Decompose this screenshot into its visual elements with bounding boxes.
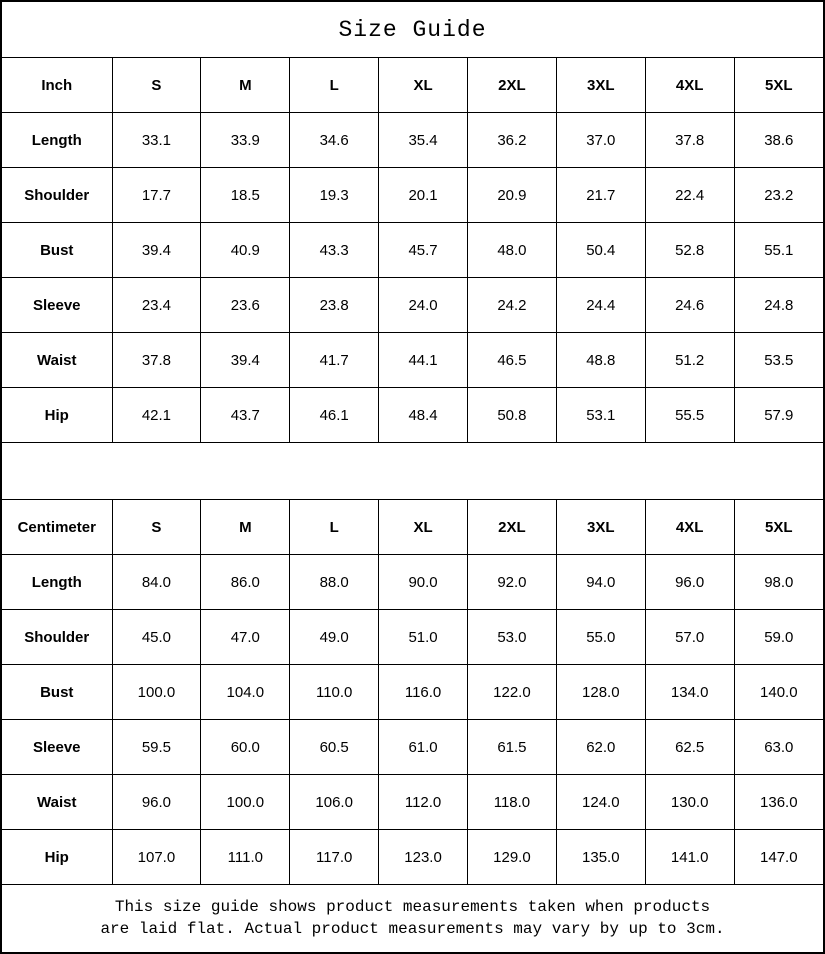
footer-note-line-1: This size guide shows product measurements taken when products bbox=[114, 897, 711, 916]
measurement-value-cell: 20.9 bbox=[468, 168, 557, 223]
footer-note bbox=[2, 884, 823, 952]
measurement-value-cell: 122.0 bbox=[468, 665, 557, 720]
measurement-value-cell: 36.2 bbox=[468, 113, 557, 168]
measurement-value-cell: 107.0 bbox=[112, 830, 201, 885]
measurement-value-cell: 112.0 bbox=[379, 775, 468, 830]
measurement-value-cell: 46.1 bbox=[290, 388, 379, 443]
size-header-cell: 4XL bbox=[645, 58, 734, 113]
measurement-value-cell: 35.4 bbox=[379, 113, 468, 168]
measurement-value-cell: 51.0 bbox=[379, 610, 468, 665]
measurement-value-cell: 53.0 bbox=[468, 610, 557, 665]
measurement-value-cell: 42.1 bbox=[112, 388, 201, 443]
size-header-cell: 3XL bbox=[556, 58, 645, 113]
measurement-value-cell: 135.0 bbox=[556, 830, 645, 885]
measurement-value-cell: 24.0 bbox=[379, 278, 468, 333]
measurement-value-cell: 62.5 bbox=[645, 720, 734, 775]
measurement-value-cell: 147.0 bbox=[734, 830, 823, 885]
measurement-value-cell: 59.0 bbox=[734, 610, 823, 665]
measurement-value-cell: 104.0 bbox=[201, 665, 290, 720]
measurement-value-cell: 128.0 bbox=[556, 665, 645, 720]
measurement-value-cell: 55.1 bbox=[734, 223, 823, 278]
measurement-value-cell: 24.4 bbox=[556, 278, 645, 333]
size-header-cell: 3XL bbox=[556, 500, 645, 555]
measurement-label-cell: Bust bbox=[2, 223, 112, 278]
measurement-value-cell: 136.0 bbox=[734, 775, 823, 830]
measurement-value-cell: 116.0 bbox=[379, 665, 468, 720]
measurement-row bbox=[2, 775, 823, 830]
measurement-value-cell: 53.5 bbox=[734, 333, 823, 388]
measurement-row bbox=[2, 830, 823, 885]
measurement-value-cell: 24.8 bbox=[734, 278, 823, 333]
measurement-value-cell: 96.0 bbox=[112, 775, 201, 830]
measurement-value-cell: 34.6 bbox=[290, 113, 379, 168]
size-header-row bbox=[2, 500, 823, 555]
measurement-value-cell: 86.0 bbox=[201, 555, 290, 610]
measurement-value-cell: 50.4 bbox=[556, 223, 645, 278]
unit-header-cell: Inch bbox=[2, 58, 112, 113]
measurement-label-cell: Hip bbox=[2, 830, 112, 885]
measurement-value-cell: 88.0 bbox=[290, 555, 379, 610]
measurement-value-cell: 38.6 bbox=[734, 113, 823, 168]
measurement-value-cell: 124.0 bbox=[556, 775, 645, 830]
measurement-value-cell: 40.9 bbox=[201, 223, 290, 278]
size-header-cell: 2XL bbox=[468, 58, 557, 113]
measurement-value-cell: 47.0 bbox=[201, 610, 290, 665]
measurement-value-cell: 62.0 bbox=[556, 720, 645, 775]
measurement-row bbox=[2, 720, 823, 775]
size-header-cell: 2XL bbox=[468, 500, 557, 555]
measurement-label-cell: Shoulder bbox=[2, 610, 112, 665]
measurement-value-cell: 84.0 bbox=[112, 555, 201, 610]
size-header-cell: M bbox=[201, 500, 290, 555]
measurement-value-cell: 100.0 bbox=[201, 775, 290, 830]
measurement-value-cell: 106.0 bbox=[290, 775, 379, 830]
measurement-value-cell: 134.0 bbox=[645, 665, 734, 720]
measurement-value-cell: 39.4 bbox=[201, 333, 290, 388]
measurement-label-cell: Length bbox=[2, 113, 112, 168]
measurement-value-cell: 118.0 bbox=[468, 775, 557, 830]
measurement-value-cell: 19.3 bbox=[290, 168, 379, 223]
measurement-value-cell: 24.2 bbox=[468, 278, 557, 333]
measurement-value-cell: 43.7 bbox=[201, 388, 290, 443]
measurement-value-cell: 45.7 bbox=[379, 223, 468, 278]
measurement-value-cell: 41.7 bbox=[290, 333, 379, 388]
measurement-row bbox=[2, 610, 823, 665]
measurement-row bbox=[2, 555, 823, 610]
measurement-value-cell: 129.0 bbox=[468, 830, 557, 885]
measurement-value-cell: 90.0 bbox=[379, 555, 468, 610]
unit-header-cell: Centimeter bbox=[2, 500, 112, 555]
measurement-label-cell: Shoulder bbox=[2, 168, 112, 223]
measurement-value-cell: 98.0 bbox=[734, 555, 823, 610]
size-header-row bbox=[2, 58, 823, 113]
size-header-cell: S bbox=[112, 58, 201, 113]
measurement-value-cell: 22.4 bbox=[645, 168, 734, 223]
measurement-value-cell: 110.0 bbox=[290, 665, 379, 720]
measurement-row bbox=[2, 168, 823, 223]
measurement-value-cell: 100.0 bbox=[112, 665, 201, 720]
measurement-value-cell: 92.0 bbox=[468, 555, 557, 610]
measurement-value-cell: 51.2 bbox=[645, 333, 734, 388]
measurement-value-cell: 140.0 bbox=[734, 665, 823, 720]
measurement-value-cell: 57.0 bbox=[645, 610, 734, 665]
measurement-label-cell: Waist bbox=[2, 333, 112, 388]
measurement-value-cell: 130.0 bbox=[645, 775, 734, 830]
measurement-label-cell: Bust bbox=[2, 665, 112, 720]
measurement-value-cell: 23.4 bbox=[112, 278, 201, 333]
table-spacer bbox=[2, 442, 823, 500]
measurement-value-cell: 63.0 bbox=[734, 720, 823, 775]
measurement-value-cell: 33.1 bbox=[112, 113, 201, 168]
measurement-value-cell: 52.8 bbox=[645, 223, 734, 278]
measurement-value-cell: 23.2 bbox=[734, 168, 823, 223]
measurement-value-cell: 61.5 bbox=[468, 720, 557, 775]
measurement-value-cell: 50.8 bbox=[468, 388, 557, 443]
measurement-value-cell: 60.0 bbox=[201, 720, 290, 775]
measurement-label-cell: Waist bbox=[2, 775, 112, 830]
measurement-value-cell: 44.1 bbox=[379, 333, 468, 388]
measurement-value-cell: 20.1 bbox=[379, 168, 468, 223]
measurement-row bbox=[2, 223, 823, 278]
footer-note-line-2: are laid flat. Actual product measurements may vary by up to 3cm. bbox=[100, 919, 725, 938]
size-header-cell: 5XL bbox=[734, 58, 823, 113]
measurement-label-cell: Hip bbox=[2, 388, 112, 443]
measurement-value-cell: 111.0 bbox=[201, 830, 290, 885]
measurement-value-cell: 23.8 bbox=[290, 278, 379, 333]
size-header-cell: 4XL bbox=[645, 500, 734, 555]
size-header-cell: M bbox=[201, 58, 290, 113]
page-title: Size Guide bbox=[2, 2, 823, 58]
measurement-value-cell: 57.9 bbox=[734, 388, 823, 443]
size-header-cell: XL bbox=[379, 58, 468, 113]
measurement-row bbox=[2, 113, 823, 168]
measurement-value-cell: 48.4 bbox=[379, 388, 468, 443]
measurement-value-cell: 48.0 bbox=[468, 223, 557, 278]
measurement-value-cell: 33.9 bbox=[201, 113, 290, 168]
measurement-value-cell: 55.5 bbox=[645, 388, 734, 443]
measurement-value-cell: 55.0 bbox=[556, 610, 645, 665]
measurement-label-cell: Sleeve bbox=[2, 278, 112, 333]
measurement-value-cell: 23.6 bbox=[201, 278, 290, 333]
measurement-value-cell: 46.5 bbox=[468, 333, 557, 388]
measurement-value-cell: 60.5 bbox=[290, 720, 379, 775]
measurement-value-cell: 21.7 bbox=[556, 168, 645, 223]
measurement-value-cell: 141.0 bbox=[645, 830, 734, 885]
measurement-value-cell: 37.0 bbox=[556, 113, 645, 168]
measurement-value-cell: 96.0 bbox=[645, 555, 734, 610]
measurement-value-cell: 39.4 bbox=[112, 223, 201, 278]
measurement-value-cell: 94.0 bbox=[556, 555, 645, 610]
size-header-cell: XL bbox=[379, 500, 468, 555]
measurement-label-cell: Sleeve bbox=[2, 720, 112, 775]
size-header-cell: 5XL bbox=[734, 500, 823, 555]
measurement-value-cell: 24.6 bbox=[645, 278, 734, 333]
measurement-value-cell: 49.0 bbox=[290, 610, 379, 665]
measurement-value-cell: 18.5 bbox=[201, 168, 290, 223]
measurement-value-cell: 48.8 bbox=[556, 333, 645, 388]
centimeter-table bbox=[2, 500, 823, 884]
measurement-value-cell: 123.0 bbox=[379, 830, 468, 885]
measurement-value-cell: 59.5 bbox=[112, 720, 201, 775]
size-header-cell: L bbox=[290, 500, 379, 555]
measurement-row bbox=[2, 388, 823, 443]
measurement-label-cell: Length bbox=[2, 555, 112, 610]
size-header-cell: L bbox=[290, 58, 379, 113]
measurement-value-cell: 17.7 bbox=[112, 168, 201, 223]
measurement-row bbox=[2, 333, 823, 388]
inch-table bbox=[2, 58, 823, 442]
measurement-value-cell: 45.0 bbox=[112, 610, 201, 665]
measurement-row bbox=[2, 665, 823, 720]
measurement-value-cell: 37.8 bbox=[112, 333, 201, 388]
size-header-cell: S bbox=[112, 500, 201, 555]
measurement-value-cell: 37.8 bbox=[645, 113, 734, 168]
measurement-value-cell: 117.0 bbox=[290, 830, 379, 885]
measurement-value-cell: 53.1 bbox=[556, 388, 645, 443]
measurement-value-cell: 43.3 bbox=[290, 223, 379, 278]
measurement-value-cell: 61.0 bbox=[379, 720, 468, 775]
measurement-row bbox=[2, 278, 823, 333]
